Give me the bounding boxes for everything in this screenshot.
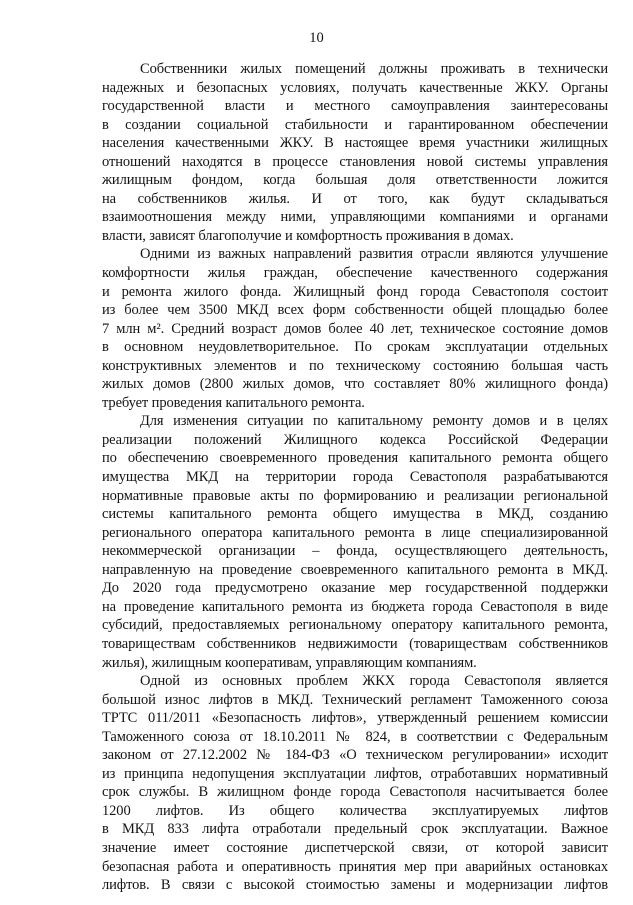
text-line: До 2020 года предусмотрено оказание мер государственной поддержки bbox=[102, 580, 608, 597]
text-line: нормативные правовые акты по формированию и реализации региональной bbox=[102, 487, 608, 504]
text-line: комфортности жилья граждан, обеспечение качественного содержания bbox=[102, 265, 608, 282]
text-line: субсидий, предоставляемых региональному оператору капитального ремонта, bbox=[102, 617, 608, 634]
paragraph bbox=[102, 245, 608, 412]
text-line: конструктивных элементов и по техническому состоянию большая часть bbox=[102, 357, 608, 374]
text-line: Таможенного союза от 18.10.2011 № 824, в соответствии с Федеральным bbox=[102, 728, 608, 745]
text-line: и ремонта жилого фонда. Жилищный фонд города Севастополя состоит bbox=[102, 283, 608, 300]
text-line: в создании социальной стабильности и гарантированном обеспечении bbox=[102, 116, 608, 133]
text-line: жилья), жилищным кооперативам, управляющим компаниям. bbox=[102, 654, 477, 671]
text-line: безопасная работа и оперативность принятия мер при аварийных остановках bbox=[102, 858, 608, 875]
text-line: Для изменения ситуации по капитальному ремонту домов и в целях bbox=[140, 413, 608, 430]
text-line: лифтов. В связи с высокой стоимостью замены и модернизации лифтов bbox=[102, 877, 608, 894]
text-line: Одной из основных проблем ЖКХ города Севастополя является bbox=[140, 673, 608, 690]
text-line: 7 млн м². Средний возраст домов более 40 лет, техническое состояние домов bbox=[102, 320, 608, 337]
text-line: из принципа недопущения эксплуатации лифтов, отработавших нормативный bbox=[102, 765, 608, 782]
paragraph bbox=[102, 412, 608, 672]
text-line: жилых домов (2800 жилых домов, что составляет 80% жилищного фонда) bbox=[102, 376, 608, 393]
text-line: на собственников жилья. И от того, как будут складываться bbox=[102, 190, 608, 207]
text-line: государственной власти и местного самоуправления заинтересованы bbox=[102, 98, 608, 115]
paragraph bbox=[102, 60, 608, 245]
text-line: некоммерческой организации – фонда, осуществляющего деятельность, bbox=[102, 543, 608, 560]
text-line: из более чем 3500 МКД всех форм собственности общей площадью более bbox=[102, 302, 608, 319]
paragraph bbox=[102, 672, 608, 895]
text-line: надежных и безопасных условиях, получать качественные ЖКУ. Органы bbox=[102, 79, 608, 96]
text-line: реализации положений Жилищного кодекса Российской Федерации bbox=[102, 431, 608, 448]
text-line: власти, зависят благополучие и комфортность проживания в домах. bbox=[102, 227, 514, 244]
text-line: взаимоотношения между ними, управляющими компаниями и органами bbox=[102, 209, 608, 226]
text-line: требует проведения капитального ремонта. bbox=[102, 394, 365, 411]
text-line: жилищным фондом, когда большая доля ответственности ложится bbox=[102, 172, 608, 189]
text-line: большой износ лифтов в МКД. Технический регламент Таможенного союза bbox=[102, 691, 608, 708]
text-line: срок службы. В жилищном фонде города Севастополя насчитывается более bbox=[102, 784, 608, 801]
text-line: в основном неудовлетворительное. По срокам эксплуатации отдельных bbox=[102, 339, 608, 356]
text-line: направленную на проведение своевременного капитального ремонта в МКД. bbox=[102, 561, 608, 578]
text-line: значение имеет состояние диспетчерской связи, от которой зависит bbox=[102, 839, 608, 856]
text-line: на проведение капитального ремонта из бюджета города Севастополя в виде bbox=[102, 598, 608, 615]
text-line: 1200 лифтов. Из общего количества эксплуатируемых лифтов bbox=[102, 802, 608, 819]
text-line: системы капитального ремонта общего имущества в МКД, созданию bbox=[102, 506, 608, 523]
text-line: товариществам собственников недвижимости (товариществам собственников bbox=[102, 635, 608, 652]
text-line: Собственники жилых помещений должны проживать в технически bbox=[140, 61, 608, 77]
text-line: Одними из важных направлений развития отрасли являются улучшение bbox=[140, 246, 608, 263]
text-line: имущества МКД на территории города Севастополя разрабатываются bbox=[102, 469, 608, 486]
body-text bbox=[102, 60, 608, 895]
page-number: 10 bbox=[309, 30, 324, 46]
text-line: по обеспечению своевременного проведения капитального ремонта общего bbox=[102, 450, 608, 467]
text-line: регионального оператора капитального ремонта в лице специализированной bbox=[102, 524, 608, 541]
text-line: законом от 27.12.2002 № 184-ФЗ «О техническом регулировании» исходит bbox=[102, 747, 608, 764]
text-line: в МКД 833 лифта отработали предельный срок эксплуатации. Важное bbox=[102, 821, 608, 838]
text-line: отношений находятся в процессе становления новой системы управления bbox=[102, 153, 608, 170]
text-line: ТРТС 011/2011 «Безопасность лифтов», утвержденный решением комиссии bbox=[102, 710, 608, 727]
text-line: населения качественными ЖКУ. В настоящее время участники жилищных bbox=[102, 135, 608, 152]
